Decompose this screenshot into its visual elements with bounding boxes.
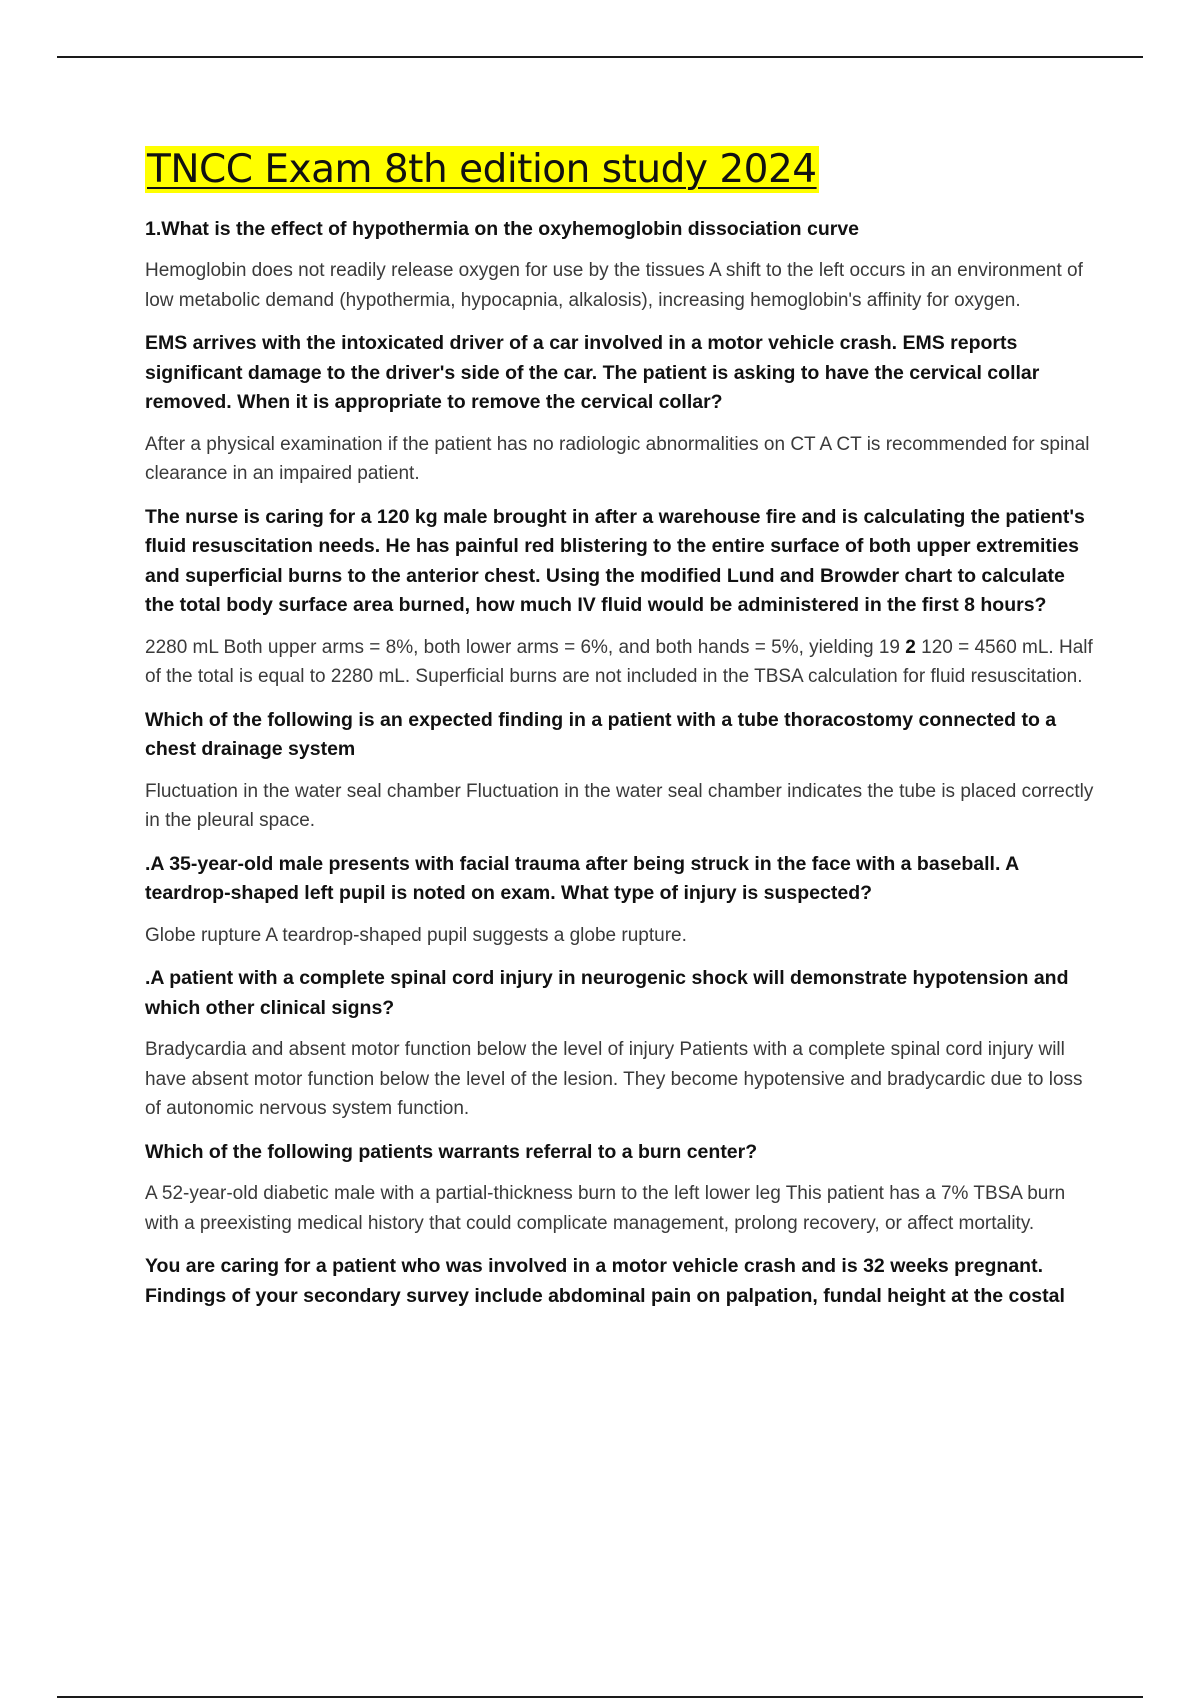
qa-item-1 — [145, 215, 1095, 316]
answer-3-part-1: 2280 mL Both upper arms = 8%, both lower arms = 6%, and both hands = 5%, yielding 19 — [145, 636, 906, 658]
answer-3 — [145, 633, 1095, 692]
answer-4: Fluctuation in the water seal chamber Fluctuation in the water seal chamber indicates the tube is placed correctly in the pleural space. — [145, 780, 1094, 832]
answer-3-part-2: 120 = 4560 mL. Half of the total is equal to 2280 mL. Superficial burns are not included in the TBSA calculation for fluid resuscitation. — [145, 636, 1093, 688]
qa-item-6 — [145, 964, 1095, 1124]
answer-5: Globe rupture A teardrop-shaped pupil suggests a globe rupture. — [145, 924, 687, 946]
document-title: TNCC Exam 8th edition study 2024 — [147, 147, 817, 192]
question-2: EMS arrives with the intoxicated driver of a car involved in a motor vehicle crash. EMS reports significant damage to the driver's side of the car. The patient is asking to have the cervical collar removed. When it is appropriate to remove the cervical collar? — [145, 332, 1040, 414]
document-body — [145, 146, 1095, 1323]
qa-item-7 — [145, 1138, 1095, 1239]
footer-rule — [57, 1696, 1143, 1698]
answer-6: Bradycardia and absent motor function below the level of injury Patients with a complete spinal cord injury will have absent motor function below the level of the lesion. They become hypotensive and bradycardic due to loss of autonomic nervous system function. — [145, 1039, 1083, 1120]
qa-item-4 — [145, 706, 1095, 836]
qa-item-3 — [145, 503, 1095, 692]
question-1: 1.What is the effect of hypothermia on the oxyhemoglobin dissociation curve — [145, 217, 860, 240]
question-6: .A patient with a complete spinal cord injury in neurogenic shock will demonstrate hypotension and which other clinical signs? — [145, 967, 1069, 1019]
question-8: You are caring for a patient who was involved in a motor vehicle crash and is 32 weeks pregnant. Findings of your secondary survey include abdominal pain on palpation, fundal height at the costal — [145, 1255, 1065, 1307]
answer-2: After a physical examination if the patient has no radiologic abnormalities on CT A CT is recommended for spinal clearance in an impaired patient. — [145, 433, 1090, 485]
question-5: .A 35-year-old male presents with facial trauma after being struck in the face with a baseball. A teardrop-shaped left pupil is noted on exam. What type of injury is suspected? — [145, 852, 1019, 905]
answer-3-bold: 2 — [905, 636, 916, 658]
qa-item-5 — [145, 850, 1095, 951]
answer-1: Hemoglobin does not readily release oxygen for use by the tissues A shift to the left occurs in an environment of low metabolic demand (hypothermia, hypocapnia, alkalosis), increasing hemoglobin's affinity for oxygen. — [145, 260, 1083, 311]
header-rule — [57, 56, 1143, 58]
question-4: Which of the following is an expected finding in a patient with a tube thoracostomy connected to a chest drainage system — [145, 708, 1057, 761]
qa-item-2 — [145, 329, 1095, 489]
question-7: Which of the following patients warrants referral to a burn center? — [145, 1140, 758, 1163]
qa-item-8 — [145, 1252, 1095, 1311]
answer-7: A 52-year-old diabetic male with a partial-thickness burn to the left lower leg This patient has a 7% TBSA burn with a preexisting medical history that could complicate management, prolong recovery, or affect mortality. — [145, 1183, 1066, 1234]
question-3: The nurse is caring for a 120 kg male brought in after a warehouse fire and is calculating the patient's fluid resuscitation needs. He has painful red blistering to the entire surface of both upper extremities and superficial burns to the anterior chest. Using the modified Lund and Browder chart to calculate the total body surface area burned, how much IV fluid would be administered in the first 8 hours? — [145, 505, 1085, 617]
